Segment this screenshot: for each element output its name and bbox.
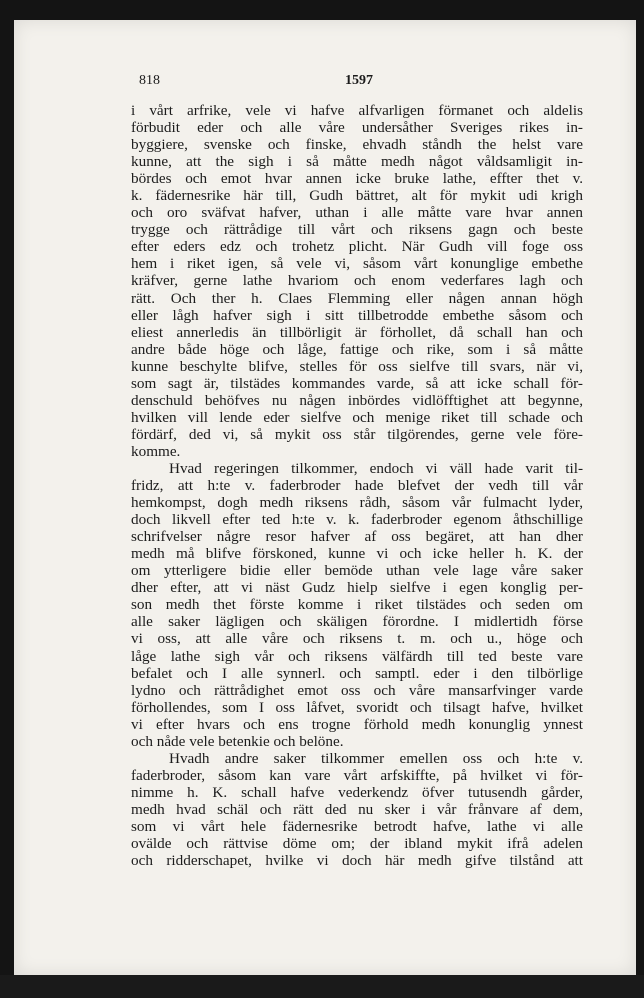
text-line: kunne beschylte blifve, stelles för oss sielfve till svars, när vi,	[131, 357, 583, 375]
text-line: eller lågh hafver sigh i sitt tillbetrodde embethe såsom och	[131, 306, 583, 324]
text-line: medh hvad schäl och rätt ded nu sker i vår frånvare af dem,	[131, 800, 583, 818]
text-line: kunne, att the sigh i så måtte medh något våldsamligit in-	[131, 153, 583, 171]
text-line: komme.	[131, 442, 181, 460]
text-line: som sagt är, tilstädes kommandes varde, så att icke schall för-	[131, 374, 583, 392]
text-line: förbudit eder och alle våre undersåther Sveriges rikes in-	[131, 119, 583, 137]
text-line: fördärf, ded vi, så mykit oss står tilgörendes, gerne vele före-	[131, 425, 583, 443]
text-line: nimme h. K. schall hafve vederkendz öfver tutusendh gårder,	[131, 783, 583, 801]
page-number: 818	[139, 73, 160, 88]
text-line: ovälde och rättvise döme om; der ibland mykit ifrå adelen	[131, 835, 583, 853]
running-header	[131, 73, 581, 93]
text-line: rätt. Och ther h. Claes Flemming eller någen annan högh	[131, 289, 583, 307]
text-line: låge lathe sigh vår och riksens välfärdh till ted beste vare	[131, 647, 583, 665]
text-line: befalet och I alle synnerl. och samptl. eder i den tilbörlige	[131, 664, 583, 682]
text-line: bördes och emot hvar annen icke bruke lathe, effter thet v.	[131, 170, 583, 188]
text-line: Hvad regeringen tilkommer, endoch vi väll hade varit til-	[169, 459, 583, 477]
paragraph	[131, 102, 583, 460]
text-line: hemkompst, dogh medh riksens rådh, såsom vår fulmacht lyder,	[131, 494, 583, 512]
text-line: faderbroder, såsom kan vare vårt arfskiffte, på hvilket vi för-	[131, 766, 583, 784]
text-line: schrifvelser någre resor hafver af oss begäret, att han dher	[131, 528, 583, 546]
text-line: och ridderschapet, hvilke vi doch här medh gifve tilstånd att	[131, 852, 583, 870]
text-line: efter eders edz och trohetz plicht. När Gudh vill foge oss	[131, 238, 583, 256]
text-line: och oro sväfvat hafver, uthan i alle måtte vare hvar annen	[131, 204, 583, 222]
text-line: vi efter hvars och ens trogne förhold medh konunglig ynnest	[131, 715, 583, 733]
page-year-heading: 1597	[345, 73, 373, 88]
text-line: förhollendes, som I oss låfvet, svoridt och tilsagt hafve, hvilket	[131, 698, 583, 716]
body-text	[131, 102, 583, 869]
text-line: som vi vårt hele fädernesrike betrodt hafve, lathe vi alle	[131, 817, 583, 835]
text-line: kräfver, gerne lathe hvariom och enom vederfares lagh och	[131, 272, 583, 290]
text-line: dher efter, att vi näst Gudz hielp sielfve i egen konglig per-	[131, 579, 583, 597]
text-line: fridz, att h:te v. faderbroder hade blefvet der vedh till vår	[131, 477, 583, 495]
text-line: hem i riket igen, så vele vi, såsom vårt konunglige embethe	[131, 255, 583, 273]
text-line: son medh thet förste komme i riket tilstädes och seden om	[131, 596, 583, 614]
text-line: medh må blifve förskoned, kunne vi och icke heller h. K. der	[131, 545, 583, 563]
text-line: om ytterligere bidie eller bemöde uthan vele lage våre saker	[131, 562, 583, 580]
text-line: lydno och rättrådighet emot oss och våre mansarfvinger varde	[131, 681, 583, 699]
text-line: andre både höge och låge, fattige och rike, som i så måtte	[131, 340, 583, 358]
text-line: Hvadh andre saker tilkommer emellen oss och h:te v.	[169, 749, 583, 767]
text-line: eliest annerledis än tillbörligit är förhollet, då schall han och	[131, 323, 583, 341]
text-line: denschuld behöfves nu någen inbördes vidlöfftighet att begynne,	[131, 391, 583, 409]
text-line: i vårt arfrike, vele vi hafve alfvarligen förmanet och aldelis	[131, 102, 583, 119]
text-line: alle saker lägligen och skäligen förordne. I midlertidh förse	[131, 613, 583, 631]
text-line: k. fädernesrike här till, Gudh bättret, alt för mykit udi krigh	[131, 187, 583, 205]
text-line: trygge och rättrådige till vårt och riksens gagn och beste	[131, 221, 583, 239]
paragraph	[131, 750, 583, 869]
text-line: doch likvell efter ted h:te v. k. faderbroder egenom åthschillige	[131, 511, 583, 529]
paragraph	[131, 460, 583, 750]
text-line: hvilken vill lende eder sielfve och menige riket till schade och	[131, 408, 583, 426]
scan-bottom-edge	[0, 975, 644, 998]
text-line: byggiere, svenske och finske, ehvadh ståndh the helst vare	[131, 136, 583, 154]
text-line: vi oss, att alle våre och riksens t. m. och u., höge och	[131, 630, 583, 648]
text-line: och nåde vele betenkie och belöne.	[131, 732, 344, 750]
